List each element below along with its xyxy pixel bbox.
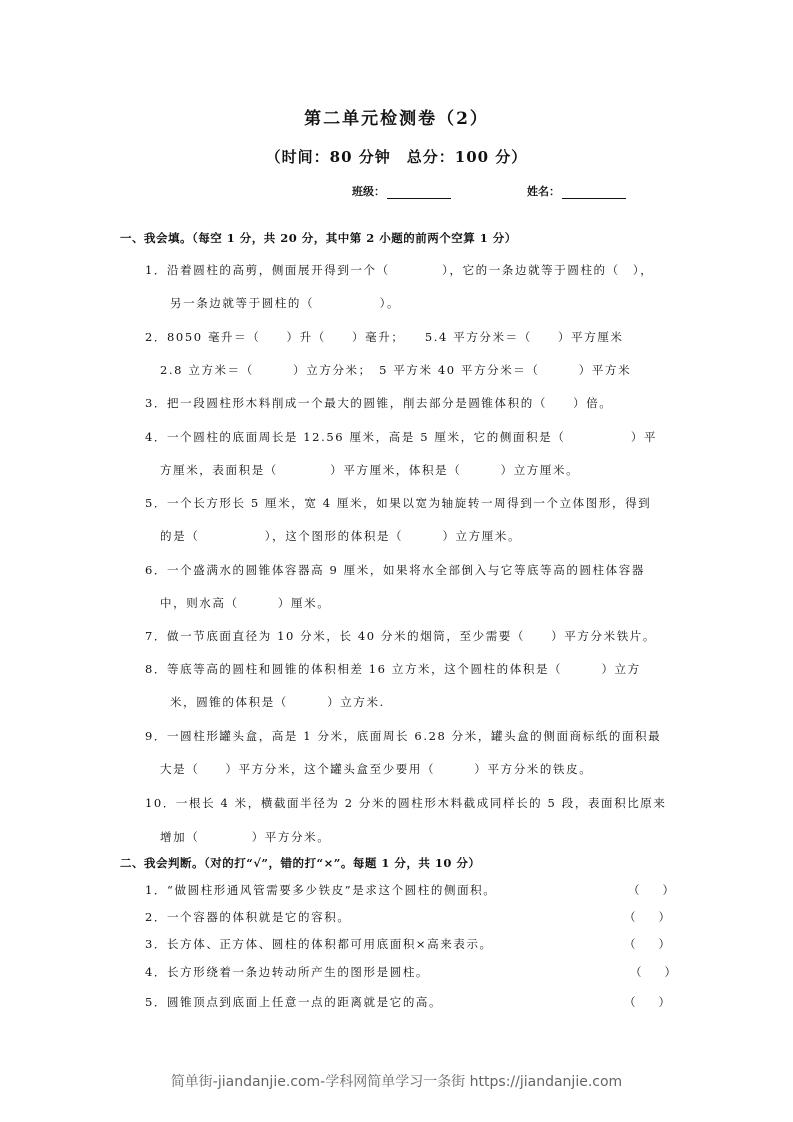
class-field bbox=[352, 183, 451, 199]
question-line: 4．一个圆柱的底面周长是 12.56 厘米，高是 5 厘米，它的侧面积是（ ）平 bbox=[145, 430, 658, 444]
judge-item: 5．圆锥顶点到底面上任意一点的距离就是它的高。 bbox=[145, 995, 443, 1009]
question-line: 另一条边就等于圆柱的（ ）。 bbox=[170, 296, 401, 310]
question-line: 6．一个盛满水的圆锥体容器高 9 厘米，如果将水全部倒入与它等底等高的圆柱体容器 bbox=[145, 563, 645, 577]
name-field bbox=[527, 183, 626, 199]
answer-blank[interactable]: （ ） bbox=[628, 883, 674, 897]
question-line: 大是（ ）平方分米，这个罐头盒至少要用（ ）平方分米的铁皮。 bbox=[160, 762, 593, 776]
question-line: 的是（ ），这个图形的体积是（ ）立方厘米。 bbox=[160, 529, 522, 543]
judge-item: 4．长方形绕着一条边转动所产生的图形是圆柱。 bbox=[145, 965, 430, 979]
section-2-heading: 二、我会判断。（对的打“√”，错的打“×”。每题 1 分，共 10 分） bbox=[120, 856, 481, 870]
question-line: 10．一根长 4 米，横截面半径为 2 分米的圆柱形木料截成同样长的 5 段，表面积比原来 bbox=[145, 796, 667, 810]
page-title: 第二单元检测卷（2） bbox=[304, 109, 489, 129]
answer-blank[interactable]: （ ） bbox=[624, 937, 670, 951]
question-line: 增加（ ）平方分米。 bbox=[160, 830, 331, 844]
judge-item: 3．长方体、正方体、圆柱的体积都可用底面积×高来表示。 bbox=[145, 937, 493, 951]
question-line: 2.8 立方米＝（ ）立方分米； 5 平方米 40 平方分米＝（ ）平方米 bbox=[160, 363, 632, 377]
class-blank[interactable] bbox=[387, 188, 451, 199]
question-line: 中，则水高（ ）厘米。 bbox=[160, 596, 331, 610]
question-line: 1．沿着圆柱的高剪，侧面展开得到一个（ ），它的一条边就等于圆柱的（ ）， bbox=[145, 263, 654, 277]
question-line: 9．一圆柱形罐头盒，高是 1 分米，底面周长 6.28 分米，罐头盒的侧面商标纸的面积最 bbox=[145, 729, 662, 743]
class-label: 班级： bbox=[352, 185, 385, 198]
question-line: 7．做一节底面直径为 10 分米，长 40 分米的烟筒，至少需要（ ）平方分米铁片。 bbox=[145, 629, 657, 643]
section-1-heading: 一、我会填。（每空 1 分，共 20 分，其中第 2 小题的前两个空算 1 分） bbox=[120, 231, 517, 245]
answer-blank[interactable]: （ ） bbox=[624, 995, 670, 1009]
question-line: 5．一个长方形长 5 厘米，宽 4 厘米，如果以宽为轴旋转一周得到一个立体图形，得到 bbox=[145, 496, 652, 510]
exam-info: （时间：80 分钟 总分：100 分） bbox=[265, 148, 528, 166]
answer-blank[interactable]: （ ） bbox=[630, 965, 676, 979]
question-line: 方厘米，表面积是（ ）平方厘米，体积是（ ）立方厘米。 bbox=[160, 463, 580, 477]
judge-item: 2．一个容器的体积就是它的容积。 bbox=[145, 910, 351, 924]
question-line: 8．等底等高的圆柱和圆锥的体积相差 16 立方米，这个圆柱的体积是（ ）立方 bbox=[145, 662, 641, 676]
footer-watermark: 简单街-jiandanjie.com-学科网简单学习一条街 https://jiandanjie.com bbox=[170, 1074, 623, 1090]
name-blank[interactable] bbox=[562, 188, 626, 199]
question-line: 2．8050 毫升＝（ ）升（ ）毫升； 5.4 平方分米＝（ ）平方厘米 bbox=[145, 330, 624, 344]
question-line: 3．把一段圆柱形木料削成一个最大的圆锥，削去部分是圆锥体积的（ ）倍。 bbox=[145, 396, 613, 410]
question-line: 米，圆锥的体积是（ ）立方米. bbox=[170, 695, 385, 709]
name-label: 姓名： bbox=[527, 185, 560, 198]
judge-item: 1．“做圆柱形通风管需要多少铁皮”是求这个圆柱的侧面积。 bbox=[145, 883, 497, 897]
answer-blank[interactable]: （ ） bbox=[624, 910, 670, 924]
